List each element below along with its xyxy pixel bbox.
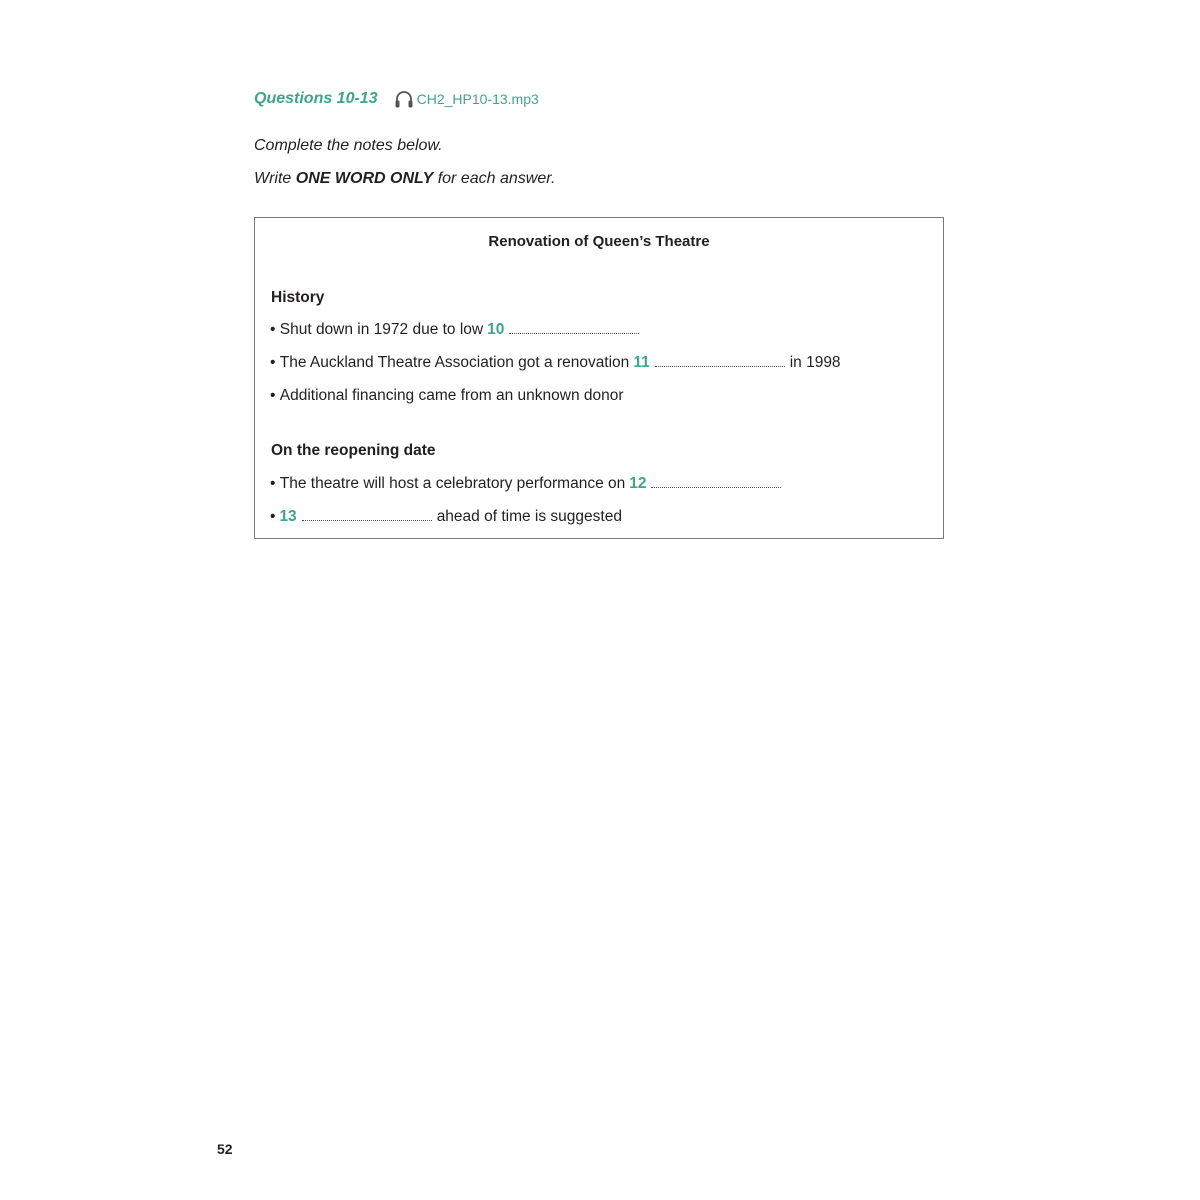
answer-blank-12[interactable] [651, 475, 781, 488]
section-heading-reopening: On the reopening date [271, 442, 436, 459]
headphones-icon [394, 90, 414, 108]
bullet: • [270, 508, 276, 525]
note-text: The theatre will host a celebratory performance on [279, 475, 626, 492]
bullet: • [270, 475, 276, 492]
note-item [270, 508, 622, 526]
notes-box [254, 217, 944, 539]
answer-blank-11[interactable] [655, 354, 785, 367]
note-item [270, 321, 639, 339]
question-number: 10 [487, 321, 505, 338]
note-text: Additional financing came from an unknown donor [279, 387, 624, 404]
audio-track[interactable] [394, 90, 539, 108]
bullet: • [270, 387, 276, 404]
note-text: The Auckland Theatre Association got a renovation [279, 354, 630, 371]
note-item [270, 387, 624, 405]
audio-file-name[interactable]: CH2_HP10-13.mp3 [416, 91, 539, 107]
questions-title: Questions 10-13 [254, 90, 378, 107]
note-text-after: in 1998 [789, 354, 841, 371]
question-number: 13 [279, 508, 297, 525]
instruction-suffix: for each answer. [433, 170, 556, 187]
question-number: 12 [629, 475, 647, 492]
notes-title: Renovation of Queen’s Theatre [488, 233, 710, 250]
instruction-complete-notes: Complete the notes below. [254, 137, 443, 154]
bullet: • [270, 354, 276, 371]
instruction-word-limit-emphasis: ONE WORD ONLY [295, 170, 434, 187]
instruction-word-limit [254, 170, 555, 188]
section-heading-history: History [271, 289, 325, 306]
note-item [270, 354, 841, 372]
questions-header [254, 90, 539, 108]
note-text: Shut down in 1972 due to low [279, 321, 484, 338]
question-number: 11 [633, 354, 650, 371]
note-text-after: ahead of time is suggested [436, 508, 622, 525]
instruction-prefix: Write [254, 170, 296, 187]
answer-blank-10[interactable] [509, 321, 639, 334]
answer-blank-13[interactable] [302, 508, 432, 521]
bullet: • [270, 321, 276, 338]
note-item [270, 475, 781, 493]
page-number: 52 [217, 1141, 233, 1157]
